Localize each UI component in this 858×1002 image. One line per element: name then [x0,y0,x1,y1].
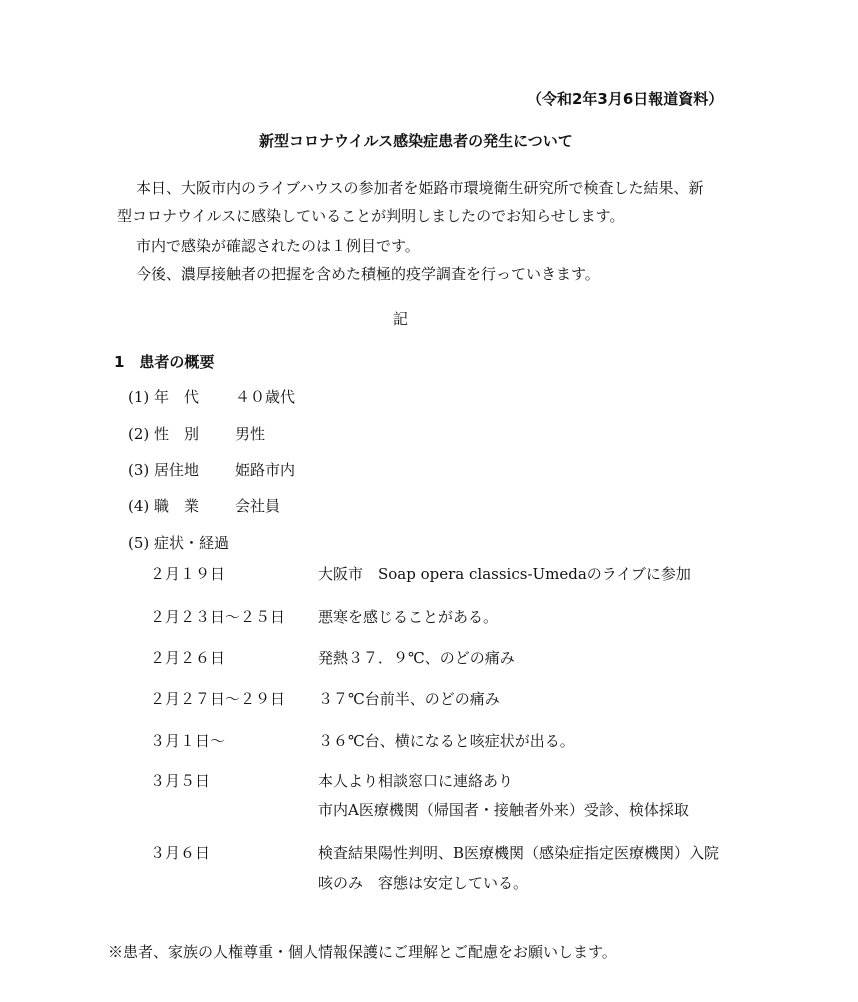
timeline-event: 咳のみ 容態は安定している。 [318,874,529,892]
item-residence-label: (3) 居住地 [128,461,200,479]
intro-line-3: 市内で感染が確認されたのは１例目です。 [136,237,420,255]
timeline-date: ３月６日 [150,844,211,862]
timeline-event: 発熱３７．９℃、のどの痛み [318,649,515,667]
timeline-event: 市内A医療機関（帰国者・接触者外来）受診、検体採取 [318,801,689,819]
intro-line-2: 型コロナウイルスに感染していることが判明しましたのでお知らせします。 [117,207,625,225]
timeline-event: ３６℃台、横になると咳症状が出る。 [318,732,575,750]
document-title: 新型コロナウイルス感染症患者の発生について [259,132,573,150]
timeline-event: 悪寒を感じることがある。 [318,608,499,626]
item-occupation-value: 会社員 [235,497,281,515]
ki-mark: 記 [393,310,409,328]
privacy-note: ※患者、家族の人権尊重・個人情報保護にご理解とご配慮をお願いします。 [108,943,617,961]
timeline-event: 検査結果陽性判明、B医療機関（感染症指定医療機関）入院 [318,844,720,862]
timeline-date: ３月５日 [150,772,211,790]
item-sex-value: 男性 [235,425,266,443]
item-occupation-label: (4) 職 業 [128,497,200,515]
timeline-date: ２月２７日～２９日 [150,690,286,708]
timeline-date: ２月２３日～２５日 [150,608,286,626]
section-heading: 1 患者の概要 [114,353,215,371]
timeline-date: ２月２６日 [150,649,226,667]
release-date-label: （令和2年3月6日報道資料） [527,90,724,108]
item-age-value: ４０歳代 [235,388,296,406]
item-symptoms-label: (5) 症状・経過 [128,534,230,552]
item-residence-value: 姫路市内 [235,461,296,479]
item-sex-label: (2) 性 別 [128,425,200,443]
intro-line-1: 本日、大阪市内のライブハウスの参加者を姫路市環境衛生研究所で検査した結果、新 [136,179,704,197]
timeline-event: 本人より相談窓口に連絡あり [318,772,514,790]
item-age-label: (1) 年 代 [128,388,200,406]
timeline-event: ３７℃台前半、のどの痛み [318,690,500,708]
timeline-event: 大阪市 Soap opera classics-Umedaのライブに参加 [318,565,691,583]
timeline-date: ２月１９日 [150,565,226,583]
timeline-date: ３月１日～ [150,732,226,750]
intro-line-4: 今後、濃厚接触者の把握を含めた積極的疫学調査を行っていきます。 [136,265,600,283]
